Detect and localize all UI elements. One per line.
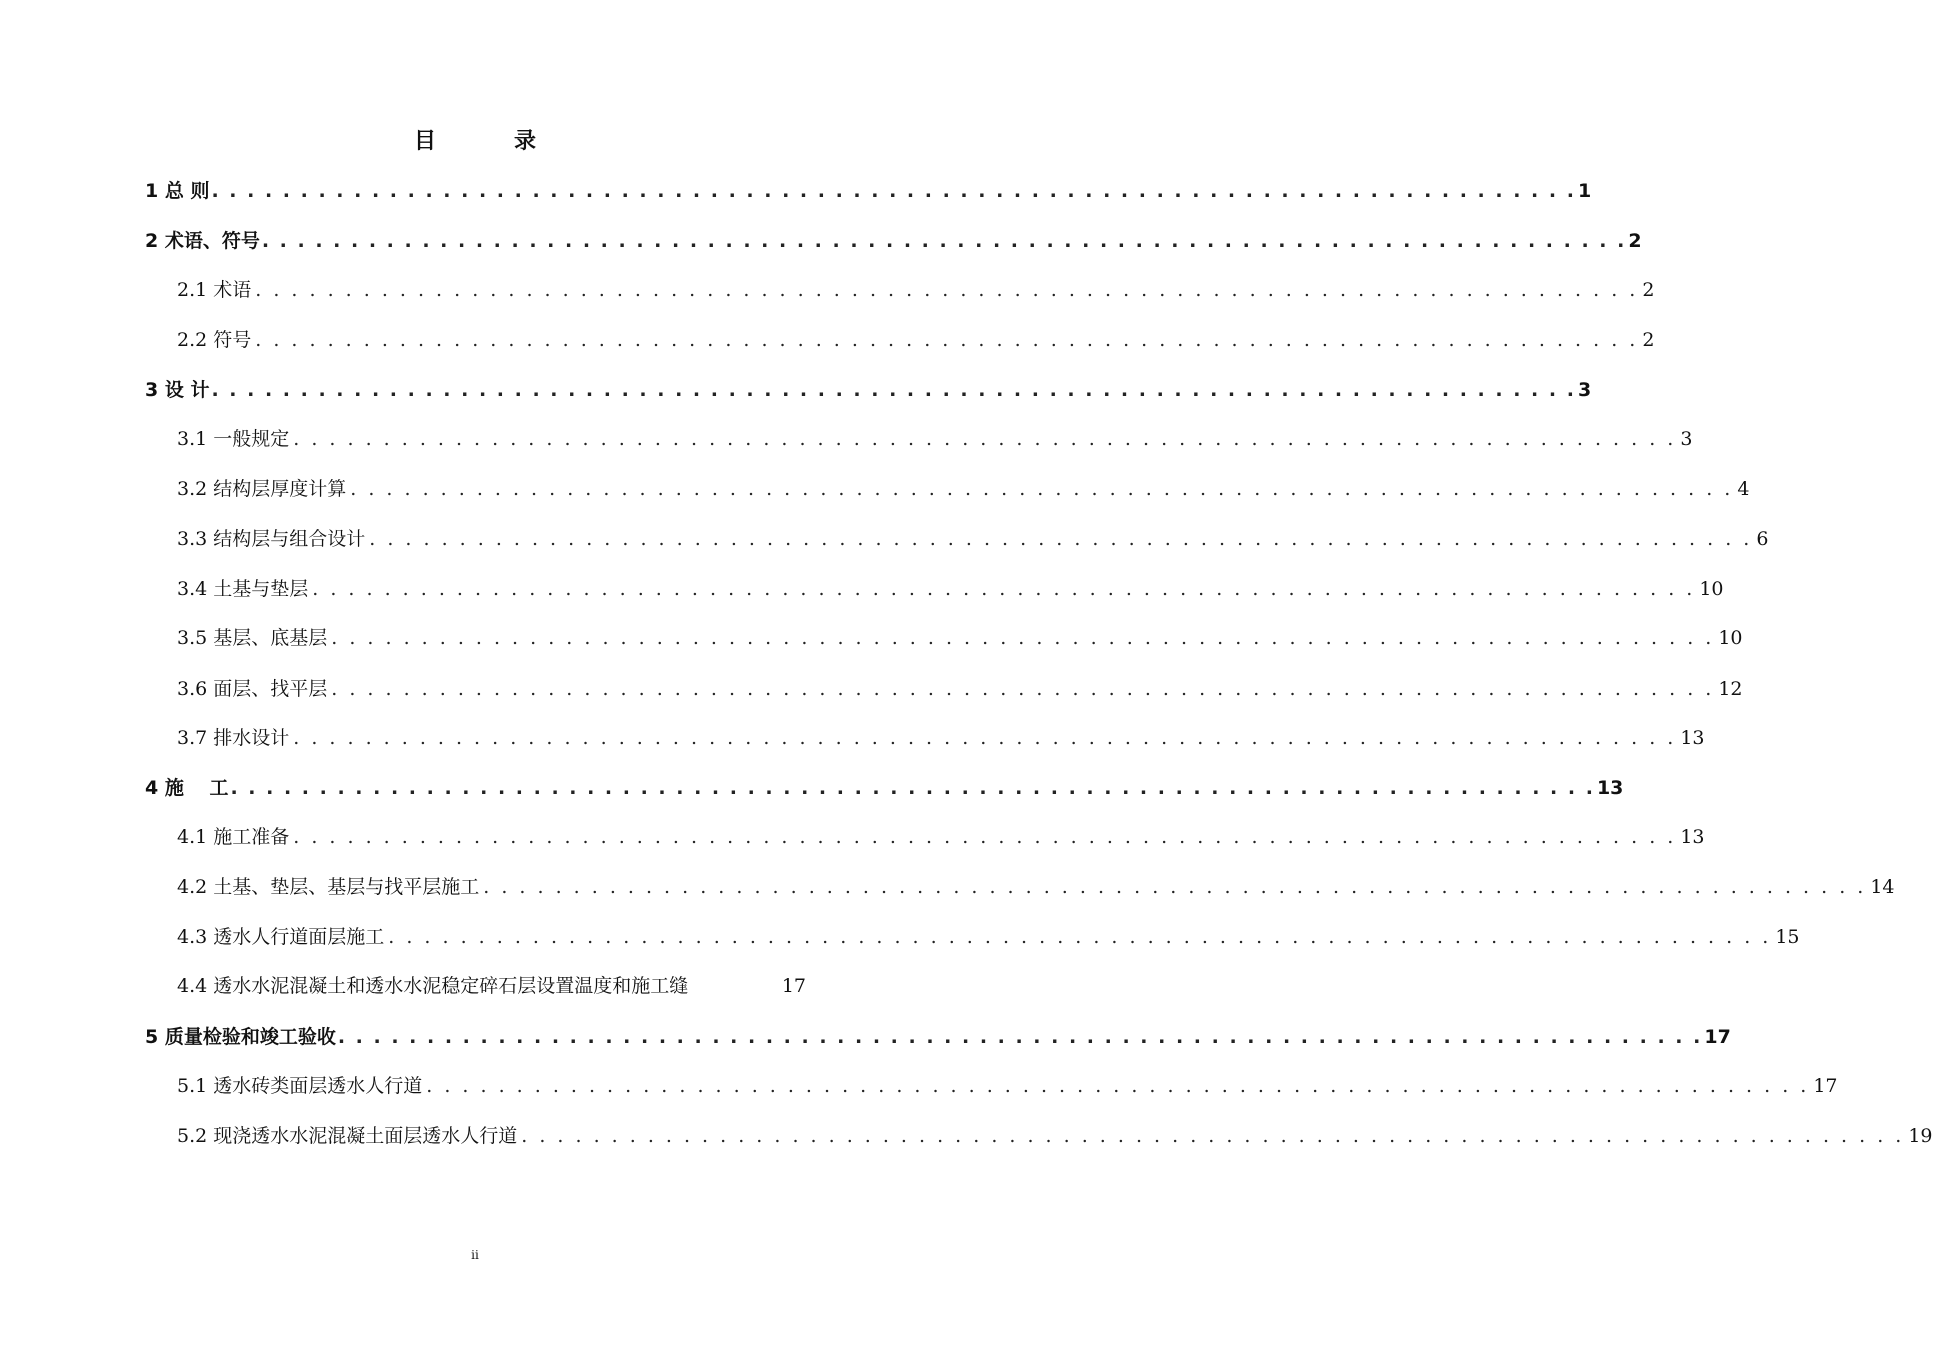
toc-entry-page: 10 [1718, 627, 1743, 649]
toc-entry-page: 2 [1642, 329, 1655, 351]
toc-entry-label: 2.1 术语 [177, 279, 252, 301]
toc-leader-dots: . . . . . . . . . . . . . . . . . . . . . . . . . . . . . . . . . . . . . . . . . . . . . . . . . . . . . . . . . . . . . . . . . . . . . . . . . . . . . [350, 478, 1734, 500]
toc-entry-label: 3.3 结构层与组合设计 [177, 528, 366, 550]
toc-entry-label: 3.2 结构层厚度计算 [177, 478, 347, 500]
toc-entry-label: 3 设 计 [145, 379, 210, 401]
toc-entry-label: 3.7 排水设计 [177, 727, 290, 749]
toc-entry-page: 10 [1699, 578, 1724, 600]
toc-entry-label: 5 质量检验和竣工验收 [145, 1026, 336, 1048]
toc-leader-dots: . . . . . . . . . . . . . . . . . . . . . . . . . . . . . . . . . . . . . . . . . . . . . . . . . . . . . . . . . . . . . . . . . . . . . . . . . . . . . [261, 230, 1627, 252]
toc-entry-section-3-4[interactable] [177, 574, 1724, 604]
toc-entry-section-2-2[interactable] [177, 325, 1655, 355]
toc-entry-label: 5.1 透水砖类面层透水人行道 [177, 1075, 423, 1097]
toc-entry-section-5-2[interactable] [177, 1121, 1933, 1151]
toc-entry-label: 4 施 工 [145, 777, 229, 799]
toc-entry-page: 3 [1680, 428, 1693, 450]
toc-entry-label: 4.3 透水人行道面层施工 [177, 926, 385, 948]
toc-entry-chapter-2[interactable] [145, 226, 1642, 256]
toc-leader-dots: . . . . . . . . . . . . . . . . . . . . . . . . . . . . . . . . . . . . . . . . . . . . . . . . . . . . . . . . . . . . . . . . . . . . . . . . . . . . . [388, 926, 1772, 948]
toc-entry-label: 3.6 面层、找平层 [177, 678, 328, 700]
toc-entry-page: 15 [1775, 926, 1800, 948]
toc-leader-dots: . . . . . . . . . . . . . . . . . . . . . . . . . . . . . . . . . . . . . . . . . . . . . . . . . . . . . . . . . . . . . . . . . . . . . . . . . . . . . [230, 777, 1595, 799]
toc-entry-label: 4.4 透水水泥混凝土和透水水泥稳定碎石层设置温度和施工缝 [177, 975, 689, 997]
toc-leader-dots: . . . . . . . . . . . . . . . . . . . . . . . . . . . . . . . . . . . . . . . . . . . . . . . . . . . . . . . . . . . . . . . . . . . . . . . . . . . . . [483, 876, 1867, 898]
toc-leader-dots: . . . . . . . . . . . . . . . . . . . . . . . . . . . . . . . . . . . . . . . . . . . . . . . . . . . . . . . . . . . . . . . . . . . . . . . . . . . . . [337, 1026, 1703, 1048]
toc-leader-dots: . . . . . . . . . . . . . . . . . . . . . . . . . . . . . . . . . . . . . . . . . . . . . . . . . . . . . . . . . . . . . . . . . . . . . . . . . . . . . [293, 727, 1677, 749]
toc-entry-page: 2 [1642, 279, 1655, 301]
toc-leader-dots: . . . . . . . . . . . . . . . . . . . . . . . . . . . . . . . . . . . . . . . . . . . . . . . . . . . . . . . . . . . . . . . . . . . . . . . . . . . . . [255, 279, 1639, 301]
toc-entry-chapter-4[interactable] [145, 773, 1624, 803]
toc-entry-chapter-3[interactable] [145, 375, 1592, 405]
toc-leader-dots: . . . . . . . . . . . . . . . . . . . . . . . . . . . . . . . . . . . . . . . . . . . . . . . . . . . . . . . . . . . . . . . . . . . . . . . . . . . . . [293, 428, 1677, 450]
toc-entry-page: 4 [1737, 478, 1750, 500]
toc-entry-page: 17 [1704, 1026, 1731, 1048]
toc-entry-page: 13 [1596, 777, 1624, 799]
toc-entry-page: 6 [1756, 528, 1769, 550]
toc-entry-section-4-1[interactable] [177, 822, 1705, 852]
toc-entry-page: 17 [781, 975, 806, 997]
toc-entry-section-3-2[interactable] [177, 474, 1750, 504]
toc-leader-dots: . . . . . . . . . . . . . . . . . . . . . . . . . . . . . . . . . . . . . . . . . . . . . . . . . . . . . . . . . . . . . . . . . . . . . . . . . . . . . [211, 180, 1576, 202]
toc-leader-dots: . . . . . . . . . . . . . . . . . . . . . . . . . . . . . . . . . . . . . . . . . . . . . . . . . . . . . . . . . . . . . . . . . . . . . . . . . . . . . [369, 528, 1753, 550]
toc-entry-page: 13 [1680, 727, 1705, 749]
toc-entry-section-4-3[interactable] [177, 922, 1800, 952]
toc-entry-chapter-1[interactable] [145, 176, 1592, 206]
toc-entry-page: 12 [1718, 678, 1743, 700]
toc-entry-label: 5.2 现浇透水水泥混凝土面层透水人行道 [177, 1125, 518, 1147]
toc-entry-section-3-5[interactable] [177, 623, 1743, 653]
toc-entry-page: 14 [1870, 876, 1895, 898]
toc-entry-label: 3.5 基层、底基层 [177, 627, 328, 649]
page-title: 目 录 [413, 129, 564, 154]
toc-leader-dots: . . . . . . . . . . . . . . . . . . . . . . . . . . . . . . . . . . . . . . . . . . . . . . . . . . . . . . . . . . . . . . . . . . . . . . . . . . . . . [211, 379, 1576, 401]
toc-entry-section-3-7[interactable] [177, 723, 1705, 753]
toc-entry-label: 4.1 施工准备 [177, 826, 290, 848]
toc-leader-dots: . . . . . . . . . . . . . . . . . . . . . . . . . . . . . . . . . . . . . . . . . . . . . . . . . . . . . . . . . . . . . . . . . . . . . . . . . . . . . [293, 826, 1677, 848]
toc-entry-section-3-6[interactable] [177, 674, 1743, 704]
toc-entry-page: 2 [1628, 230, 1642, 252]
toc-entry-section-4-4[interactable] [177, 971, 806, 1001]
toc-entry-section-2-1[interactable] [177, 275, 1655, 305]
toc-entry-section-5-1[interactable] [177, 1071, 1838, 1101]
toc-entry-label: 1 总 则 [145, 180, 210, 202]
toc-entry-label: 4.2 土基、垫层、基层与找平层施工 [177, 876, 480, 898]
toc-entry-label: 3.1 一般规定 [177, 428, 290, 450]
toc-entry-label: 2 术语、符号 [145, 230, 260, 252]
toc-leader-dots: . . . . . . . . . . . . . . . . . . . . . . . . . . . . . . . . . . . . . . . . . . . . . . . . . . . . . . . . . . . . . . . . . . . . . . . . . . . . . [331, 627, 1715, 649]
toc-entry-section-4-2[interactable] [177, 872, 1895, 902]
toc-entry-label: 3.4 土基与垫层 [177, 578, 309, 600]
toc-entry-section-3-1[interactable] [177, 424, 1693, 454]
toc-entry-page: 3 [1577, 379, 1592, 401]
toc-entry-chapter-5[interactable] [145, 1022, 1731, 1052]
toc-leader-dots: . . . . . . . . . . . . . . . . . . . . . . . . . . . . . . . . . . . . . . . . . . . . . . . . . . . . . . . . . . . . . . . . . . . . . . . . . . . . . [426, 1075, 1810, 1097]
toc-entry-page: 1 [1577, 180, 1592, 202]
toc-entry-label: 2.2 符号 [177, 329, 252, 351]
toc-leader-dots: . . . . . . . . . . . . . . . . . . . . . . . . . . . . . . . . . . . . . . . . . . . . . . . . . . . . . . . . . . . . . . . . . . . . . . . . . . . . . [331, 678, 1715, 700]
toc-entry-page: 19 [1908, 1125, 1933, 1147]
toc-leader-dots: . . . . . . . . . . . . . . . . . . . . . . . . . . . . . . . . . . . . . . . . . . . . . . . . . . . . . . . . . . . . . . . . . . . . . . . . . . . . . [255, 329, 1639, 351]
toc-leader-dots: . . . . . . . . . . . . . . . . . . . . . . . . . . . . . . . . . . . . . . . . . . . . . . . . . . . . . . . . . . . . . . . . . . . . . . . . . . . . . [521, 1125, 1905, 1147]
toc-entry-page: 17 [1813, 1075, 1838, 1097]
toc-entry-section-3-3[interactable] [177, 524, 1769, 554]
toc-leader-dots: . . . . . . . . . . . . . . . . . . . . . . . . . . . . . . . . . . . . . . . . . . . . . . . . . . . . . . . . . . . . . . . . . . . . . . . . . . . . . [312, 578, 1696, 600]
toc-entry-page: 13 [1680, 826, 1705, 848]
footer-page-number: ii [471, 1248, 479, 1262]
